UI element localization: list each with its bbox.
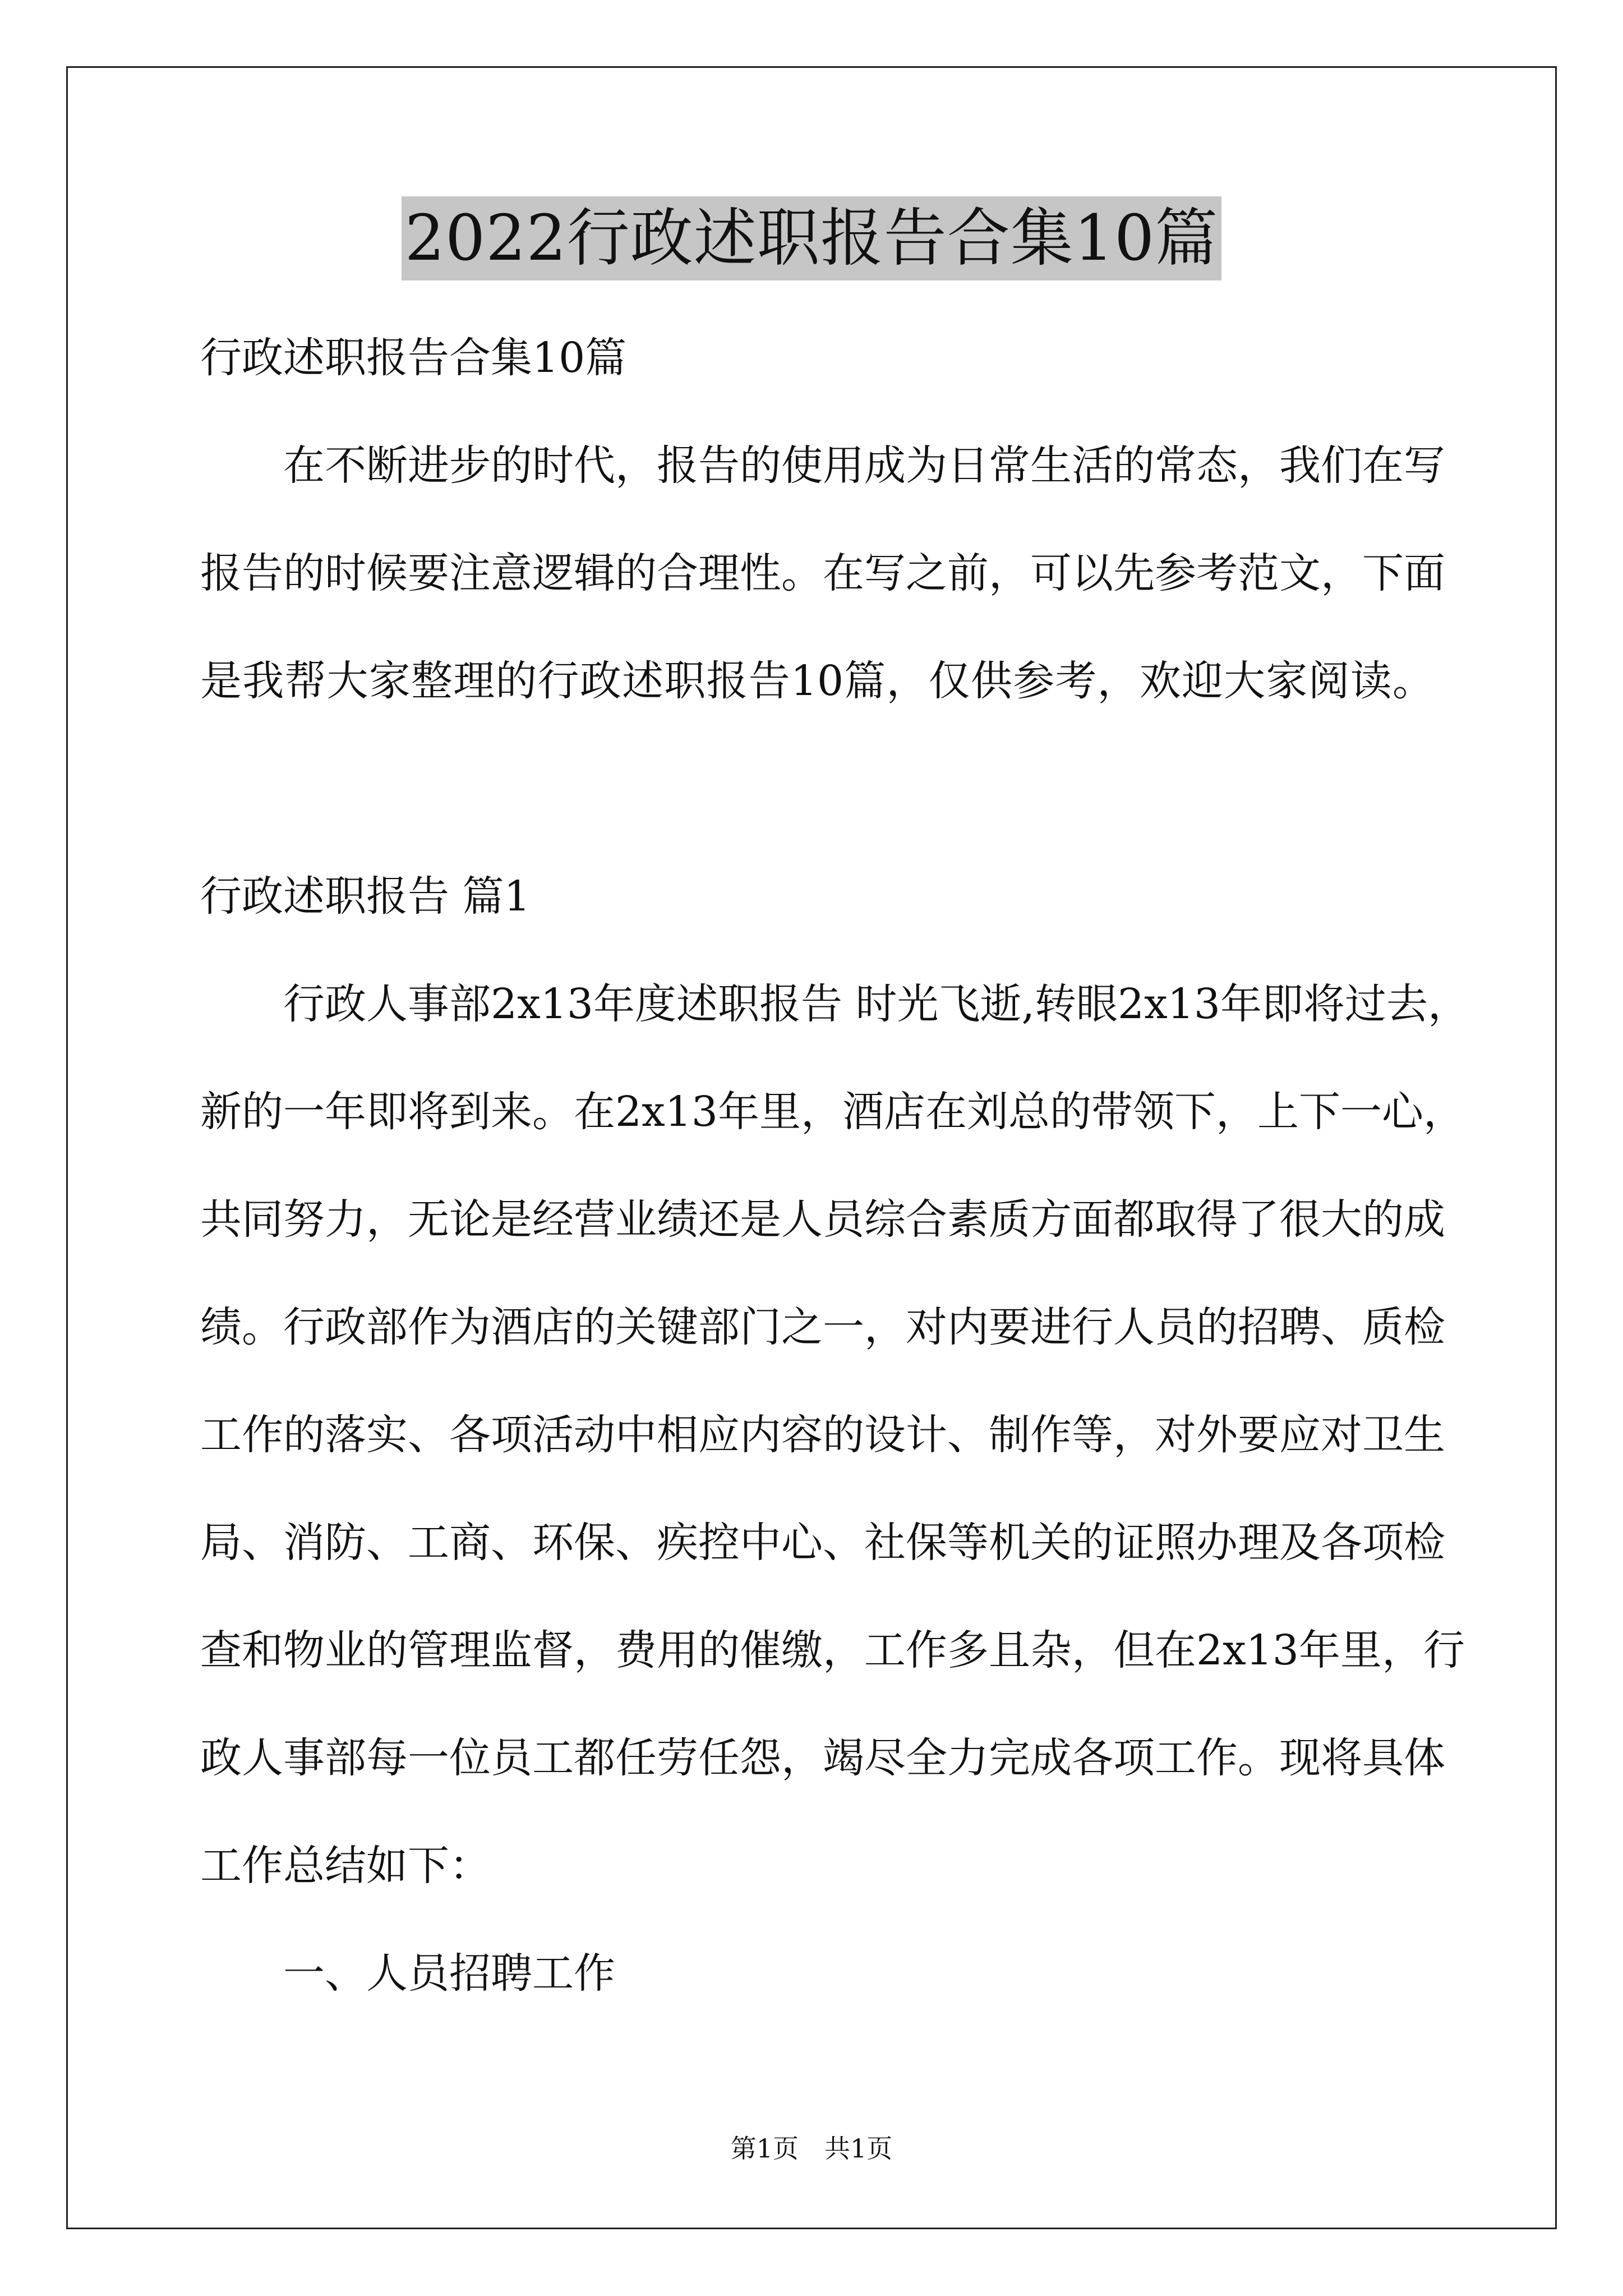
section-line: 工作的落实、各项活动中相应内容的设计、制作等，对外要应对卫生	[200, 1411, 1445, 1459]
page-number: 第1页	[730, 2133, 799, 2164]
page-total: 共1页	[824, 2133, 893, 2164]
section-line: 新的一年即将到来。在2x13年里，酒店在刘总的带领下，上下一心，	[200, 1088, 1465, 1136]
section-line: 共同努力，无论是经营业绩还是人员综合素质方面都取得了很大的成	[200, 1195, 1445, 1244]
section-line: 工作总结如下：	[200, 1842, 491, 1890]
page-footer	[0, 2132, 1623, 2165]
section-line: 查和物业的管理监督，费用的催缴，工作多且杂，但在2x13年里，行	[200, 1626, 1465, 1674]
section-line: 行政人事部2x13年度述职报告 时光飞逝,转眼2x13年即将过去，	[283, 980, 1469, 1028]
section-line: 局、消防、工商、环保、疾控中心、社保等机关的证照办理及各项检	[200, 1519, 1445, 1567]
intro-line: 在不断进步的时代，报告的使用成为日常生活的常态，我们在写	[283, 441, 1445, 490]
section-line: 政人事部每一位员工都任劳任怨，竭尽全力完成各项工作。现将具体	[200, 1734, 1445, 1782]
subheading: 一、人员招聘工作	[283, 1949, 615, 1998]
section-line: 绩。行政部作为酒店的关键部门之一，对内要进行人员的招聘、质检	[200, 1303, 1445, 1351]
document-subtitle: 行政述职报告合集10篇	[200, 334, 627, 382]
intro-line: 报告的时候要注意逻辑的合理性。在写之前，可以先参考范文，下面	[200, 549, 1445, 597]
section-heading: 行政述职报告 篇1	[200, 872, 531, 921]
document-body	[200, 304, 1469, 2027]
title-area	[0, 196, 1623, 280]
intro-line: 是我帮大家整理的行政述职报告10篇，仅供参考，欢迎大家阅读。	[200, 657, 1434, 705]
paragraph-gap	[200, 735, 1434, 843]
document-title: 2022行政述职报告合集10篇	[402, 196, 1222, 280]
